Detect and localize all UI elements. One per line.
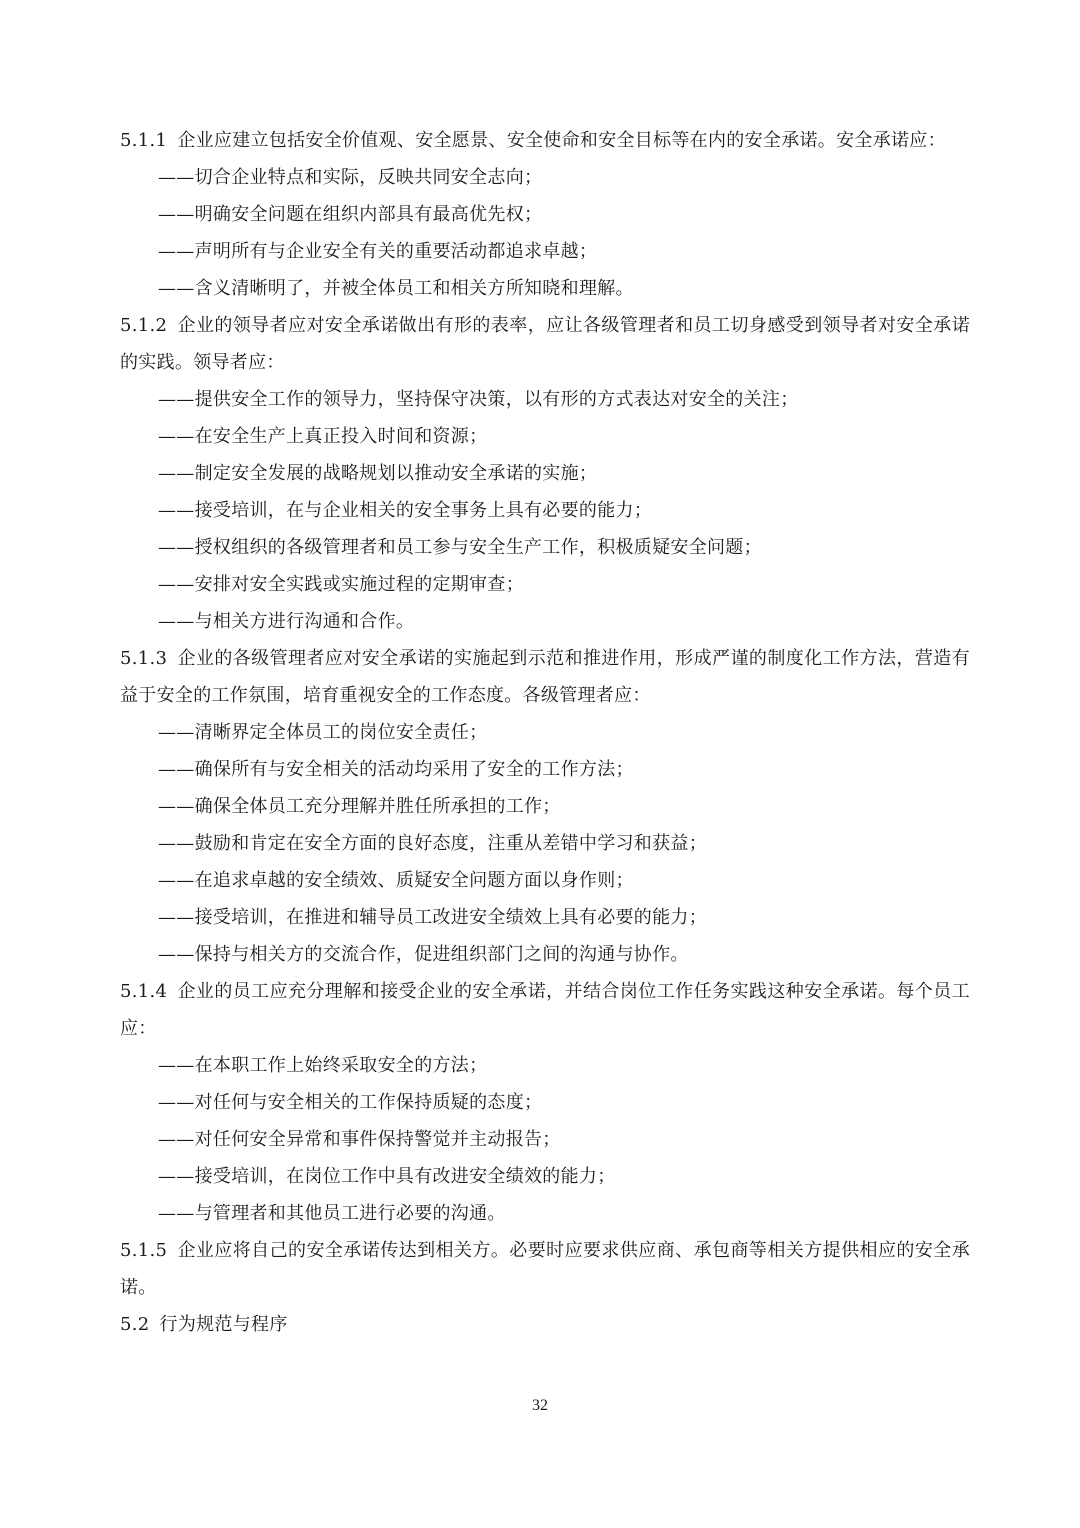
list-item: ——安排对安全实践或实施过程的定期审查； [158, 574, 524, 595]
list-item: ——确保全体员工充分理解并胜任所承担的工作； [158, 796, 561, 817]
section-title: 行为规范与程序 [159, 1314, 288, 1335]
list-item: ——在本职工作上始终采取安全的方法； [158, 1055, 488, 1076]
section-heading [120, 1306, 970, 1343]
section-text: 企业应将自己的安全承诺传达到相关方。必要时应要求供应商、承包商等相关方提供相应的安全承诺。 [120, 1240, 970, 1298]
section-text: 企业应建立包括安全价值观、安全愿景、安全使命和安全目标等在内的安全承诺。安全承诺应： [177, 130, 946, 151]
section-number: 5.1.2 [120, 315, 168, 336]
list-item: ——对任何与安全相关的工作保持质疑的态度； [158, 1092, 543, 1113]
list-item: ——声明所有与企业安全有关的重要活动都追求卓越； [158, 241, 598, 262]
section-text: 企业的员工应充分理解和接受企业的安全承诺，并结合岗位工作任务实践这种安全承诺。每个员工应： [120, 981, 970, 1039]
section-text: 企业的领导者应对安全承诺做出有形的表率，应让各级管理者和员工切身感受到领导者对安全承诺的实践。领导者应： [120, 315, 970, 373]
list-item: ——制定安全发展的战略规划以推动安全承诺的实施； [158, 463, 598, 484]
list-item: ——提供安全工作的领导力，坚持保守决策，以有形的方式表达对安全的关注； [158, 389, 799, 410]
list-item: ——在安全生产上真正投入时间和资源； [158, 426, 488, 447]
section-number: 5.1.1 [120, 130, 168, 151]
section-text: 企业的各级管理者应对安全承诺的实施起到示范和推进作用，形成严谨的制度化工作方法，营造有益于安全的工作氛围，培育重视安全的工作态度。各级管理者应： [120, 648, 970, 706]
list-item: ——含义清晰明了，并被全体员工和相关方所知晓和理解。 [158, 278, 634, 299]
list-item: ——授权组织的各级管理者和员工参与安全生产工作，积极质疑安全问题； [158, 537, 762, 558]
section-paragraph [120, 122, 970, 159]
section-paragraph [120, 973, 970, 1047]
section-number: 5.1.4 [120, 981, 168, 1002]
page-content [120, 122, 970, 1343]
list-item: ——在追求卓越的安全绩效、质疑安全问题方面以身作则； [158, 870, 634, 891]
section-number: 5.1.3 [120, 648, 168, 669]
list-item: ——清晰界定全体员工的岗位安全责任； [158, 722, 488, 743]
list-item: ——接受培训，在岗位工作中具有改进安全绩效的能力； [158, 1166, 616, 1187]
section-paragraph [120, 307, 970, 381]
page-number: 32 [532, 1397, 548, 1414]
list-item: ——确保所有与安全相关的活动均采用了安全的工作方法； [158, 759, 634, 780]
section-number: 5.2 [120, 1314, 150, 1335]
section-paragraph [120, 1232, 970, 1306]
list-item: ——与相关方进行沟通和合作。 [158, 611, 415, 632]
list-item: ——明确安全问题在组织内部具有最高优先权； [158, 204, 543, 225]
list-item: ——鼓励和肯定在安全方面的良好态度，注重从差错中学习和获益； [158, 833, 707, 854]
list-item: ——接受培训，在推进和辅导员工改进安全绩效上具有必要的能力； [158, 907, 707, 928]
list-item: ——切合企业特点和实际，反映共同安全志向； [158, 167, 543, 188]
list-item: ——对任何安全异常和事件保持警觉并主动报告； [158, 1129, 561, 1150]
list-item: ——接受培训，在与企业相关的安全事务上具有必要的能力； [158, 500, 653, 521]
list-item: ——保持与相关方的交流合作，促进组织部门之间的沟通与协作。 [158, 944, 689, 965]
section-paragraph [120, 640, 970, 714]
section-number: 5.1.5 [120, 1240, 168, 1261]
list-item: ——与管理者和其他员工进行必要的沟通。 [158, 1203, 506, 1224]
